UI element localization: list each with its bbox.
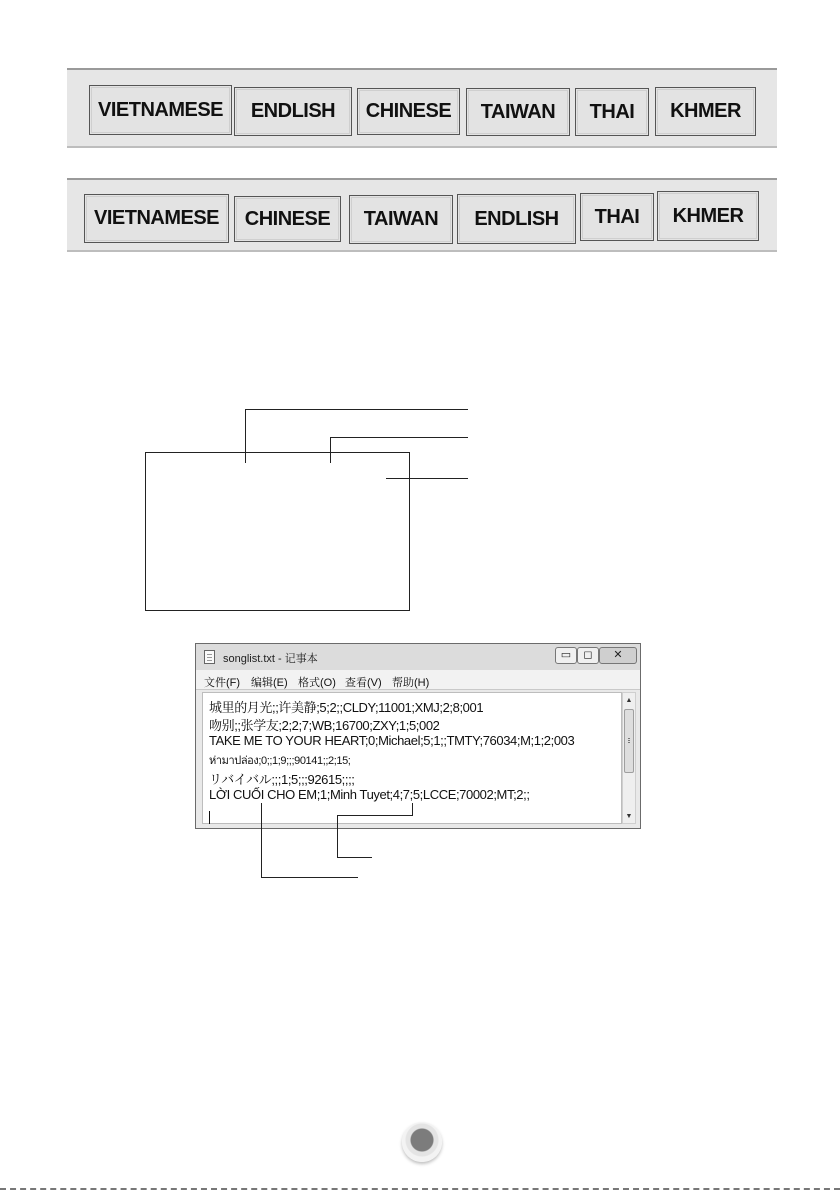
close-button[interactable] [599,647,637,664]
leader-line-5 [261,803,262,878]
lang-button-chinese[interactable]: CHINESE [357,88,460,135]
lang-button-endlish[interactable]: ENDLISH [457,194,576,244]
menu-edit[interactable]: 编辑(E) [251,677,288,689]
language-bar-2 [67,178,777,252]
title-bar[interactable] [196,644,640,670]
lang-button-taiwan[interactable]: TAIWAN [349,195,453,244]
lang-button-taiwan[interactable]: TAIWAN [466,88,570,136]
page-number-marker [402,1122,442,1162]
lang-button-endlish[interactable]: ENDLISH [234,87,352,136]
leader-line-5 [261,877,358,878]
text-line-3: TAKE ME TO YOUR HEART;0;Michael;5;1;;TMTY;76034;M;1;2;003 [209,733,575,748]
menu-view[interactable]: 查看(V) [345,677,382,689]
maximize-button[interactable] [577,647,599,664]
leader-line-2 [330,437,331,463]
menu-format[interactable]: 格式(O) [298,677,336,689]
lang-button-thai[interactable]: THAI [580,193,654,241]
diagram-box [145,452,410,611]
leader-line-4 [337,815,338,858]
language-bar-1 [67,68,777,148]
menu-help[interactable]: 帮助(H) [392,677,430,689]
close-icon: ✕ [613,649,623,661]
lang-button-vietnamese[interactable]: VIETNAMESE [84,194,229,243]
scroll-down-icon[interactable]: ▼ [625,812,633,820]
lang-button-chinese[interactable]: CHINESE [234,196,341,242]
scroll-thumb[interactable] [624,709,634,773]
leader-line-4 [337,815,413,816]
leader-line-4 [337,857,372,858]
notepad-window [195,643,641,829]
window-title: songlist.txt - 记事本 [223,653,318,665]
text-line-6: LỜI CUỐI CHO EM;1;Minh Tuyet;4;7;5;LCCE;70002;MT;2;; [209,787,530,802]
lang-button-vietnamese[interactable]: VIETNAMESE [89,85,232,135]
text-line-4: ห่ามาปล่อง;0;;1;9;;;90141;;2;15; [209,755,351,767]
leader-line-2 [330,437,468,438]
lang-button-khmer[interactable]: KHMER [655,87,756,136]
leader-line-3 [386,478,468,479]
document-icon [204,650,215,664]
text-line-1: 城里的月光;;许美静;5;2;;CLDY;11001;XMJ;2;8;001 [209,700,484,715]
text-line-2: 吻别;;张学友;2;2;7;WB;16700;ZXY;1;5;002 [209,718,440,733]
lang-button-thai[interactable]: THAI [575,88,649,136]
lang-button-khmer[interactable]: KHMER [657,191,759,241]
minimize-button[interactable] [555,647,577,664]
leader-line-1 [245,409,468,410]
menu-bar [196,670,640,690]
grip-icon [628,738,630,739]
scroll-up-icon[interactable]: ▲ [625,696,633,704]
minimize-icon: ▭ [560,649,572,661]
text-cursor [209,811,210,824]
menu-file[interactable]: 文件(F) [204,677,241,689]
leader-line-1 [245,409,246,463]
page-bottom-border [0,1188,840,1190]
vertical-scrollbar[interactable] [622,692,636,824]
maximize-icon: ◻ [583,649,593,661]
text-line-5: リバイバル;;;1;5;;;92615;;;; [209,772,355,787]
